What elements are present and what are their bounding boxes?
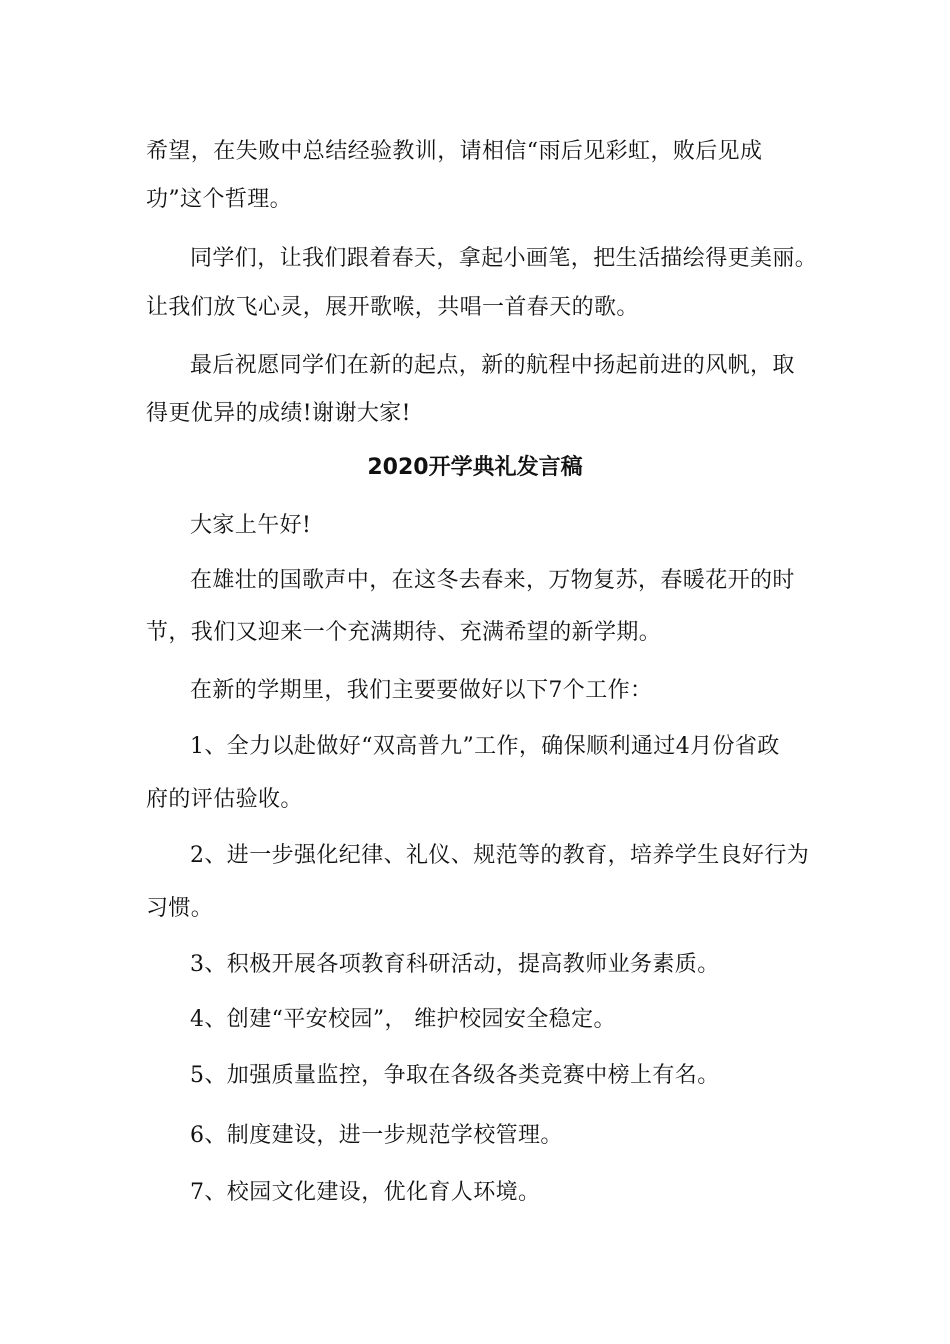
list-item-line: 6、制度建设，进一步规范学校管理。 xyxy=(190,1123,563,1148)
list-item-line: 7、校园文化建设，优化育人环境。 xyxy=(190,1180,541,1205)
paragraph-line: 同学们，让我们跟着春天，拿起小画笔，把生活描绘得更美丽。 xyxy=(190,246,818,271)
list-item-line: 1、全力以赴做好“双高普九”工作，确保顺利通过4月份省政 xyxy=(190,734,780,759)
paragraph-line: 希望，在失败中总结经验教训，请相信“雨后见彩虹，败后见成 xyxy=(146,139,763,164)
paragraph-line: 功”这个哲理。 xyxy=(146,187,293,212)
paragraph-line: 最后祝愿同学们在新的起点，新的航程中扬起前进的风帆，取 xyxy=(190,353,795,378)
list-item-line: 4、创建“平安校园”， 维护校园安全稳定。 xyxy=(190,1007,616,1032)
paragraph-line: 在新的学期里，我们主要要做好以下7个工作： xyxy=(190,678,653,703)
paragraph-line: 在雄壮的国歌声中，在这冬去春来，万物复苏，春暖花开的时 xyxy=(190,568,795,593)
paragraph-line: 让我们放飞心灵，展开歌喉，共唱一首春天的歌。 xyxy=(146,295,639,320)
paragraph-line: 节，我们又迎来一个充满期待、充满希望的新学期。 xyxy=(146,620,662,645)
list-item-line: 3、积极开展各项教育科研活动，提高教师业务素质。 xyxy=(190,952,720,977)
paragraph-line: 大家上午好! xyxy=(190,513,312,538)
list-item-line: 5、加强质量监控，争取在各级各类竞赛中榜上有名。 xyxy=(190,1063,720,1088)
section-title: 2020开学典礼发言稿 xyxy=(367,455,583,480)
list-item-line: 府的评估验收。 xyxy=(146,787,303,812)
list-item-line: 2、进一步强化纪律、礼仪、规范等的教育，培养学生良好行为 xyxy=(190,843,810,868)
paragraph-line: 得更优异的成绩!谢谢大家! xyxy=(146,401,411,426)
list-item-line: 习惯。 xyxy=(146,896,214,921)
